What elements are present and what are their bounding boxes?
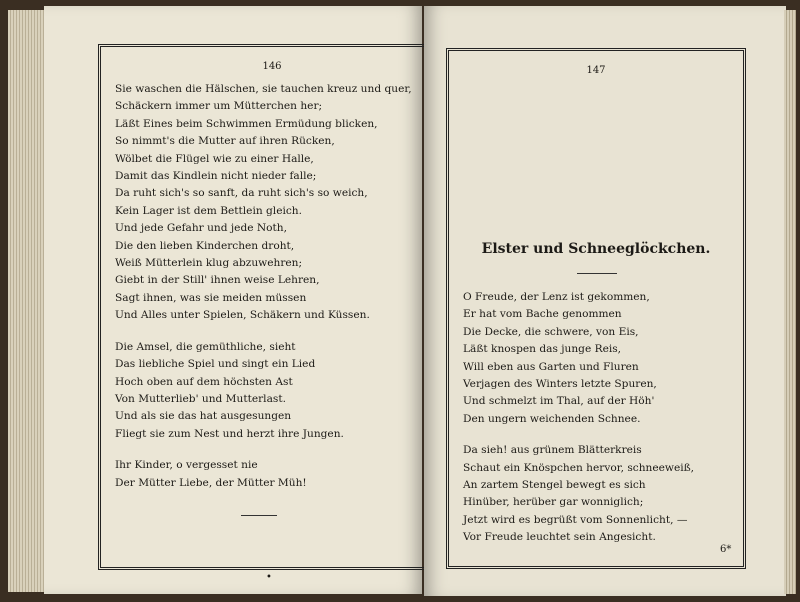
left-page-frame [98,44,446,570]
poem-line: Die Amsel, die gemüthliche, sieht [115,340,296,353]
poem-line: Das liebliche Spiel und singt ein Lied [115,358,316,371]
poem-line: Giebt in der Still' ihnen weise Lehren, [115,274,320,287]
poem-line: Den ungern weichenden Schnee. [463,412,641,425]
poem-line: Und schmelzt im Thal, auf der Höh' [463,395,655,408]
poem-line: Vor Freude leuchtet sein Angesicht. [463,531,656,544]
left-page-number: 146 [262,61,282,72]
poem-line: Damit das Kindlein nicht nieder falle; [115,170,317,183]
poem-line: Die den lieben Kinderchen droht, [115,239,295,252]
poem-line: Da sieh! aus grünem Blätterkreis [463,444,642,457]
poem-line: So nimmt's die Mutter auf ihren Rücken, [115,135,335,148]
right-page-frame [446,48,746,569]
poem-line: Ihr Kinder, o vergesset nie [115,459,258,472]
left-page-text [115,81,433,492]
poem-line: Da ruht sich's so sanft, da ruht sich's so weich, [115,187,368,200]
right-page-text [463,289,733,547]
right-page-number: 147 [586,65,606,76]
poem-line: Die Decke, die schwere, von Eis, [463,325,639,338]
poem-line: Hoch oben auf dem höchsten Ast [115,375,293,388]
poem-line: Hinüber, herüber gar wonniglich; [463,496,644,509]
signature-mark: 6* [720,544,732,555]
poem-line: Und jede Gefahr und jede Noth, [115,222,287,235]
right-page [424,6,786,596]
poem-line: Und Alles unter Spielen, Schäkern und Küssen. [115,309,370,322]
poem-line: Wölbet die Flügel wie zu einer Halle, [115,152,314,165]
right-page-edges [784,10,796,594]
poem-line: Schaut ein Knöspchen hervor, schneeweiß, [463,461,695,474]
poem-line: Weiß Mütterlein klug abzuwehren; [115,257,303,270]
poem-line: Will eben aus Garten und Fluren [463,360,639,373]
poem-line: Sie waschen die Hälschen, sie tauchen kreuz und quer, [115,83,412,95]
poem-line: Sagt ihnen, was sie meiden müssen [115,291,307,304]
left-page-edges [8,10,48,592]
poem-line: Er hat vom Bache genommen [463,308,622,321]
end-rule [241,515,277,516]
poem-line: Verjagen des Winters letzte Spuren, [463,378,657,391]
poem-line: Läßt knospen das junge Reis, [463,343,622,356]
poem-line: Läßt Eines beim Schwimmen Ermüdung blicken, [115,117,378,130]
left-page [44,6,422,594]
title-rule [577,273,617,274]
poem-line: Von Mutterlieb' und Mutterlast. [115,392,286,405]
poem-line: Jetzt wird es begrüßt vom Sonnenlicht, — [463,513,688,526]
poem-line: Schäckern immer um Mütterchen her; [115,100,323,113]
poem-line: O Freude, der Lenz ist gekommen, [463,291,650,303]
poem-line: Und als sie das hat ausgesungen [115,410,292,423]
poem-line: Fliegt sie zum Nest und herzt ihre Jungen. [115,427,344,440]
poem-line: Kein Lager ist dem Bettlein gleich. [115,204,302,217]
poem-line: Der Mütter Liebe, der Mütter Müh! [115,476,307,489]
poem-title: Elster und Schneeglöckchen. [481,241,711,257]
bottom-mark: • [266,572,272,583]
poem-line: An zartem Stengel bewegt es sich [463,479,646,492]
